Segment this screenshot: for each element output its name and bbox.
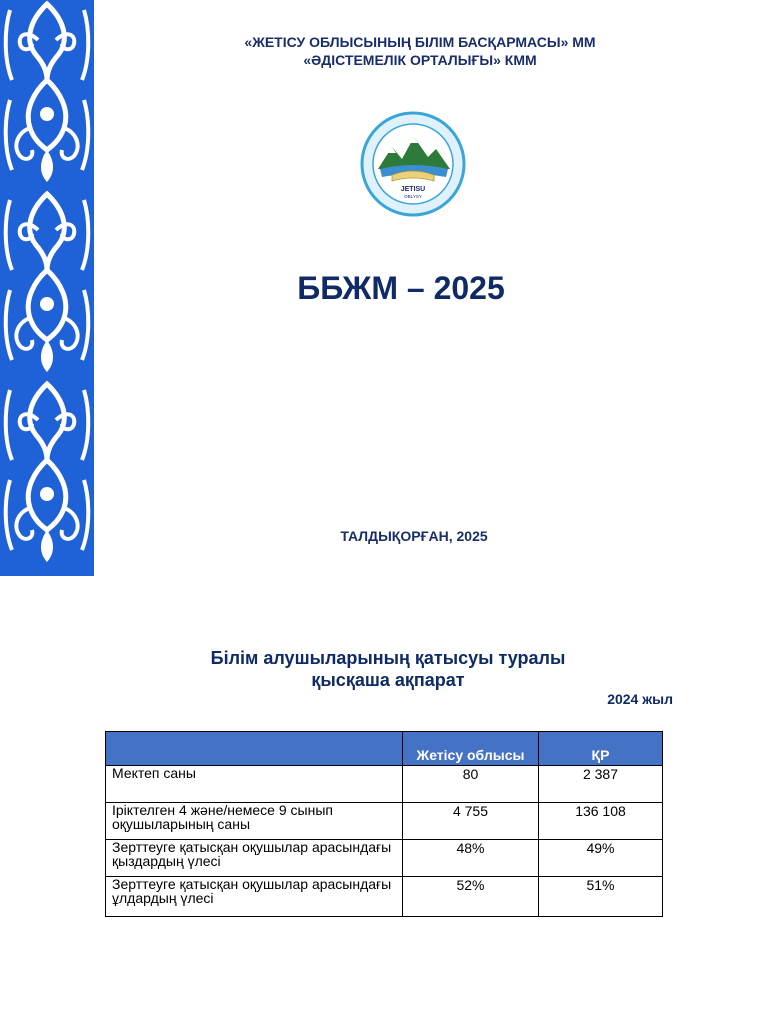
organization-name-line-2: «ӘДІСТЕМЕЛІК ОРТАЛЫҒЫ» КММ <box>303 52 537 68</box>
participation-table <box>105 731 663 917</box>
main-title: ББЖМ – 2025 <box>297 270 505 306</box>
row-region-value: 4 755 <box>403 803 539 840</box>
row-label: Іріктелген 4 және/немесе 9 сынып оқушыларының саны <box>106 803 403 840</box>
table-header-kz: ҚР <box>539 732 663 766</box>
table-header-region: Жетісу облысы <box>403 732 539 766</box>
seal-text-line-2: OBLYSY <box>404 194 422 199</box>
ornament-pattern-icon <box>0 0 94 576</box>
report-year: 2024 жыл <box>607 691 673 707</box>
table-header-blank <box>106 732 403 766</box>
row-kz-value: 136 108 <box>539 803 663 840</box>
table-row <box>106 803 663 840</box>
seal-text-line-1: JETISU <box>400 186 426 193</box>
jetisu-seal-logo <box>360 111 466 217</box>
row-label: Зерттеуге қатысқан оқушылар арасындағы ұлдардың үлесі <box>106 877 403 917</box>
row-kz-value: 2 387 <box>539 766 663 803</box>
table-row <box>106 766 663 803</box>
row-region-value: 80 <box>403 766 539 803</box>
table-row <box>106 840 663 877</box>
table-row <box>106 877 663 917</box>
row-label: Мектеп саны <box>106 766 403 803</box>
row-kz-value: 51% <box>539 877 663 917</box>
organization-name-line-1: «ЖЕТІСУ ОБЛЫСЫНЫҢ БІЛІМ БАСҚАРМАСЫ» ММ <box>244 34 596 50</box>
section-title-line-2: қысқаша ақпарат <box>311 670 465 690</box>
city-year: ТАЛДЫҚОРҒАН, 2025 <box>340 528 488 544</box>
row-kz-value: 49% <box>539 840 663 877</box>
table-header-row <box>106 732 663 766</box>
row-region-value: 52% <box>403 877 539 917</box>
ornament-strip <box>0 0 94 576</box>
row-region-value: 48% <box>403 840 539 877</box>
row-label: Зерттеуге қатысқан оқушылар арасындағы қыздардың үлесі <box>106 840 403 877</box>
section-title-line-1: Білім алушыларының қатысуы туралы <box>210 648 566 668</box>
